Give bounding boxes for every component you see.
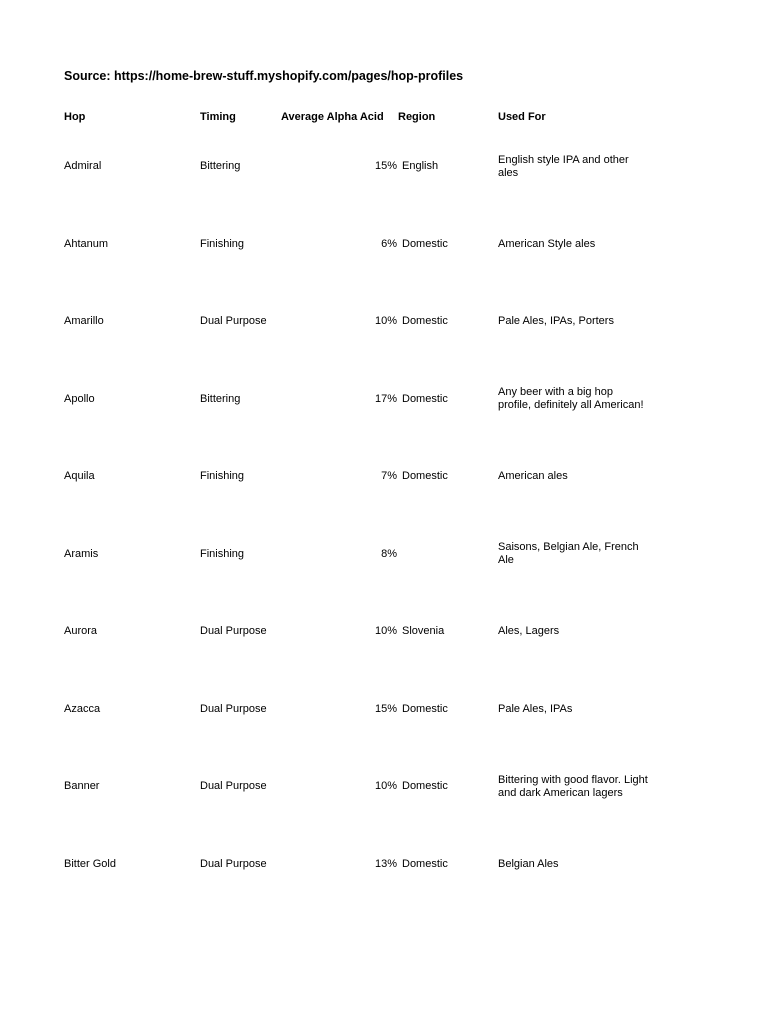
hop-timing: Finishing (200, 237, 245, 250)
hop-timing: Dual Purpose (200, 702, 267, 715)
hop-timing: Bittering (200, 160, 241, 172)
hop-region: Domestic (402, 857, 448, 870)
hop-timing: Dual Purpose (200, 625, 267, 637)
hop-region: Domestic (402, 237, 448, 250)
hop-timing: Dual Purpose (200, 857, 267, 870)
table-row (0, 834, 768, 894)
hop-region: Domestic (402, 470, 448, 482)
source-line: Source: https://home-brew-stuff.myshopify.com/pages/hop-profiles (64, 69, 464, 83)
hop-region (402, 524, 492, 584)
hop-used-for: Belgian Ales (498, 857, 559, 870)
hop-used-for: English style IPA and other ales (498, 153, 629, 179)
hop-timing: Bittering (200, 392, 241, 405)
hop-used-for: Saisons, Belgian Ale, French Ale (498, 541, 639, 566)
hop-used-for: American ales (498, 470, 568, 482)
hop-region: Slovenia (402, 625, 445, 637)
hop-region: Domestic (402, 702, 448, 715)
hop-used-for: Bittering with good flavor. Light and dark American lagers (498, 773, 648, 799)
hop-alpha-acid: 10% (374, 625, 397, 637)
hop-region: Domestic (402, 392, 448, 405)
hop-name: Aramis (64, 547, 99, 560)
header-used-for: Used For (498, 111, 546, 123)
hop-alpha-acid: 13% (374, 857, 397, 870)
hop-region: English (402, 160, 439, 172)
hop-used-for: Pale Ales, IPAs, Porters (498, 315, 614, 327)
hop-alpha-acid: 15% (374, 702, 397, 715)
header-hop: Hop (64, 111, 86, 123)
hop-name: Azacca (64, 702, 101, 715)
table-row (0, 137, 768, 197)
hop-name: Bitter Gold (64, 857, 116, 870)
hop-name: Ahtanum (64, 237, 109, 250)
table-row (0, 524, 768, 584)
table-row (0, 757, 768, 817)
hop-name: Apollo (64, 392, 95, 405)
hop-timing: Finishing (200, 547, 245, 560)
hop-used-for: Ales, Lagers (498, 625, 560, 637)
hop-timing: Dual Purpose (200, 315, 267, 327)
hop-used-for: Any beer with a big hop profile, definitely all American! (498, 386, 644, 411)
table-row (0, 369, 768, 429)
hop-region: Domestic (402, 780, 448, 792)
table-row (0, 602, 768, 662)
hop-timing: Finishing (200, 470, 245, 482)
header-timing: Timing (200, 111, 236, 123)
hop-used-for: Pale Ales, IPAs (498, 702, 573, 715)
hop-alpha-acid: 8% (381, 547, 397, 560)
hop-alpha-acid: 7% (381, 470, 397, 482)
table-row (0, 292, 768, 352)
header-region: Region (398, 111, 436, 123)
hop-name: Admiral (64, 160, 102, 172)
hop-timing: Dual Purpose (200, 780, 267, 792)
hop-used-for: American Style ales (498, 237, 596, 250)
hop-name: Banner (64, 780, 100, 792)
table-row (0, 679, 768, 739)
hop-alpha-acid: 10% (374, 315, 397, 327)
table-row (0, 214, 768, 274)
hop-alpha-acid: 15% (374, 160, 397, 172)
hop-name: Aurora (64, 625, 98, 637)
header-average-alpha-acid: Average Alpha Acid (281, 111, 384, 123)
hop-region: Domestic (402, 315, 448, 327)
hop-name: Aquila (64, 470, 95, 482)
hop-alpha-acid: 17% (374, 392, 397, 405)
hop-alpha-acid: 6% (381, 237, 397, 250)
hop-name: Amarillo (64, 315, 104, 327)
hop-alpha-acid: 10% (374, 780, 397, 792)
table-row (0, 447, 768, 507)
